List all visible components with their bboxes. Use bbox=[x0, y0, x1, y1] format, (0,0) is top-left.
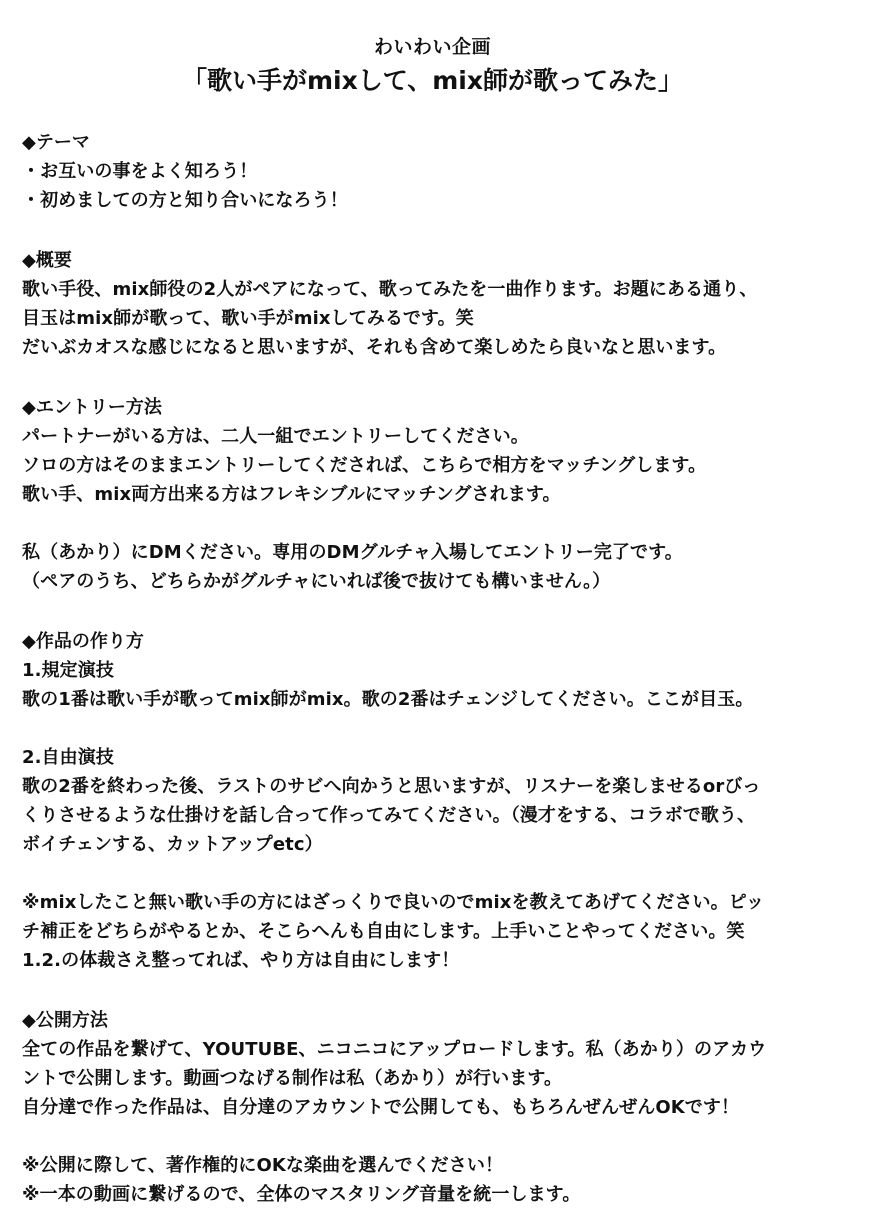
section-heading: ◆概要 bbox=[22, 250, 72, 271]
document-header bbox=[22, 34, 843, 98]
text-line: ・初めましての方と知り合いになろう！ bbox=[22, 190, 348, 211]
section-entry bbox=[22, 393, 843, 596]
note-line: 1.2.の体裁さえ整ってれば、やり方は自由にします！ bbox=[22, 950, 460, 971]
section-heading: ◆エントリー方法 bbox=[22, 397, 162, 418]
text-line: パートナーがいる方は、二人一組でエントリーしてください。 bbox=[22, 426, 529, 447]
section-theme bbox=[22, 128, 843, 215]
section-publish bbox=[22, 1006, 843, 1209]
project-subtitle: わいわい企画 bbox=[373, 36, 491, 58]
text-line: ソロの方はそのままエントリーしてくだされば、こちらで相方をマッチングします。 bbox=[22, 455, 707, 476]
subsection-label: 1.規定演技 bbox=[22, 660, 114, 681]
note-line: ※mixしたこと無い歌い手の方にはざっくりで良いのでmixを教えてあげてください。ピッ bbox=[22, 892, 765, 913]
project-title: 「歌い手がmixして、mix師が歌ってみた」 bbox=[182, 66, 683, 95]
note-line: ※公開に際して、著作権的にOKな楽曲を選んでください！ bbox=[22, 1155, 504, 1176]
paragraph-gap bbox=[22, 714, 843, 743]
text-line: ・お互いの事をよく知ろう！ bbox=[22, 161, 258, 182]
text-line: 歌い手、mix両方出来る方はフレキシブルにマッチングされます。 bbox=[22, 484, 561, 505]
subsection-label: 2.自由演技 bbox=[22, 747, 114, 768]
section-heading: ◆作品の作り方 bbox=[22, 631, 144, 652]
section-heading: ◆テーマ bbox=[22, 132, 90, 153]
text-line: くりさせるような仕掛けを話し合って作ってみてください。（漫才をする、コラボで歌う、 bbox=[22, 805, 756, 826]
text-line: 歌い手役、mix師役の2人がペアになって、歌ってみたを一曲作ります。お題にある通り、 bbox=[22, 279, 758, 300]
text-line: 歌の2番を終わった後、ラストのサビへ向かうと思いますが、リスナーを楽しませるorびっ bbox=[22, 776, 761, 797]
text-line: 目玉はmix師が歌って、歌い手がmixしてみるです。笑 bbox=[22, 308, 474, 329]
section-overview bbox=[22, 246, 843, 362]
section-heading: ◆公開方法 bbox=[22, 1010, 108, 1031]
text-line: 自分達で作った作品は、自分達のアカウントで公開しても、もちろんぜんぜんOKです！ bbox=[22, 1097, 740, 1118]
paragraph-gap bbox=[22, 1122, 843, 1151]
note-line: ※一本の動画に繋げるので、全体のマスタリング音量を統一します。 bbox=[22, 1184, 581, 1205]
text-line: （ペアのうち、どちらかがグルチャにいれば後で抜けても構いません。） bbox=[22, 571, 611, 592]
text-line: ントで公開します。動画つなげる制作は私（あかり）が行います。 bbox=[22, 1068, 563, 1089]
note-line: チ補正をどちらがやるとか、そこらへんも自由にします。上手いことやってください。笑 bbox=[22, 921, 745, 942]
text-line: 私（あかり）にDMください。専用のDMグルチャ入場してエントリー完了です。 bbox=[22, 542, 683, 563]
text-line: 歌の1番は歌い手が歌ってmix師がmix。歌の2番はチェンジしてください。ここが目玉。 bbox=[22, 689, 754, 710]
text-line: 全ての作品を繋げて、YOUTUBE、ニコニコにアップロードします。私（あかり）のアカウ bbox=[22, 1039, 767, 1060]
text-line: ボイチェンする、カットアップetc） bbox=[22, 834, 323, 855]
paragraph-gap bbox=[22, 509, 843, 538]
section-howto bbox=[22, 627, 843, 975]
paragraph-gap bbox=[22, 859, 843, 888]
text-line: だいぶカオスな感じになると思いますが、それも含めて楽しめたら良いなと思います。 bbox=[22, 337, 727, 358]
